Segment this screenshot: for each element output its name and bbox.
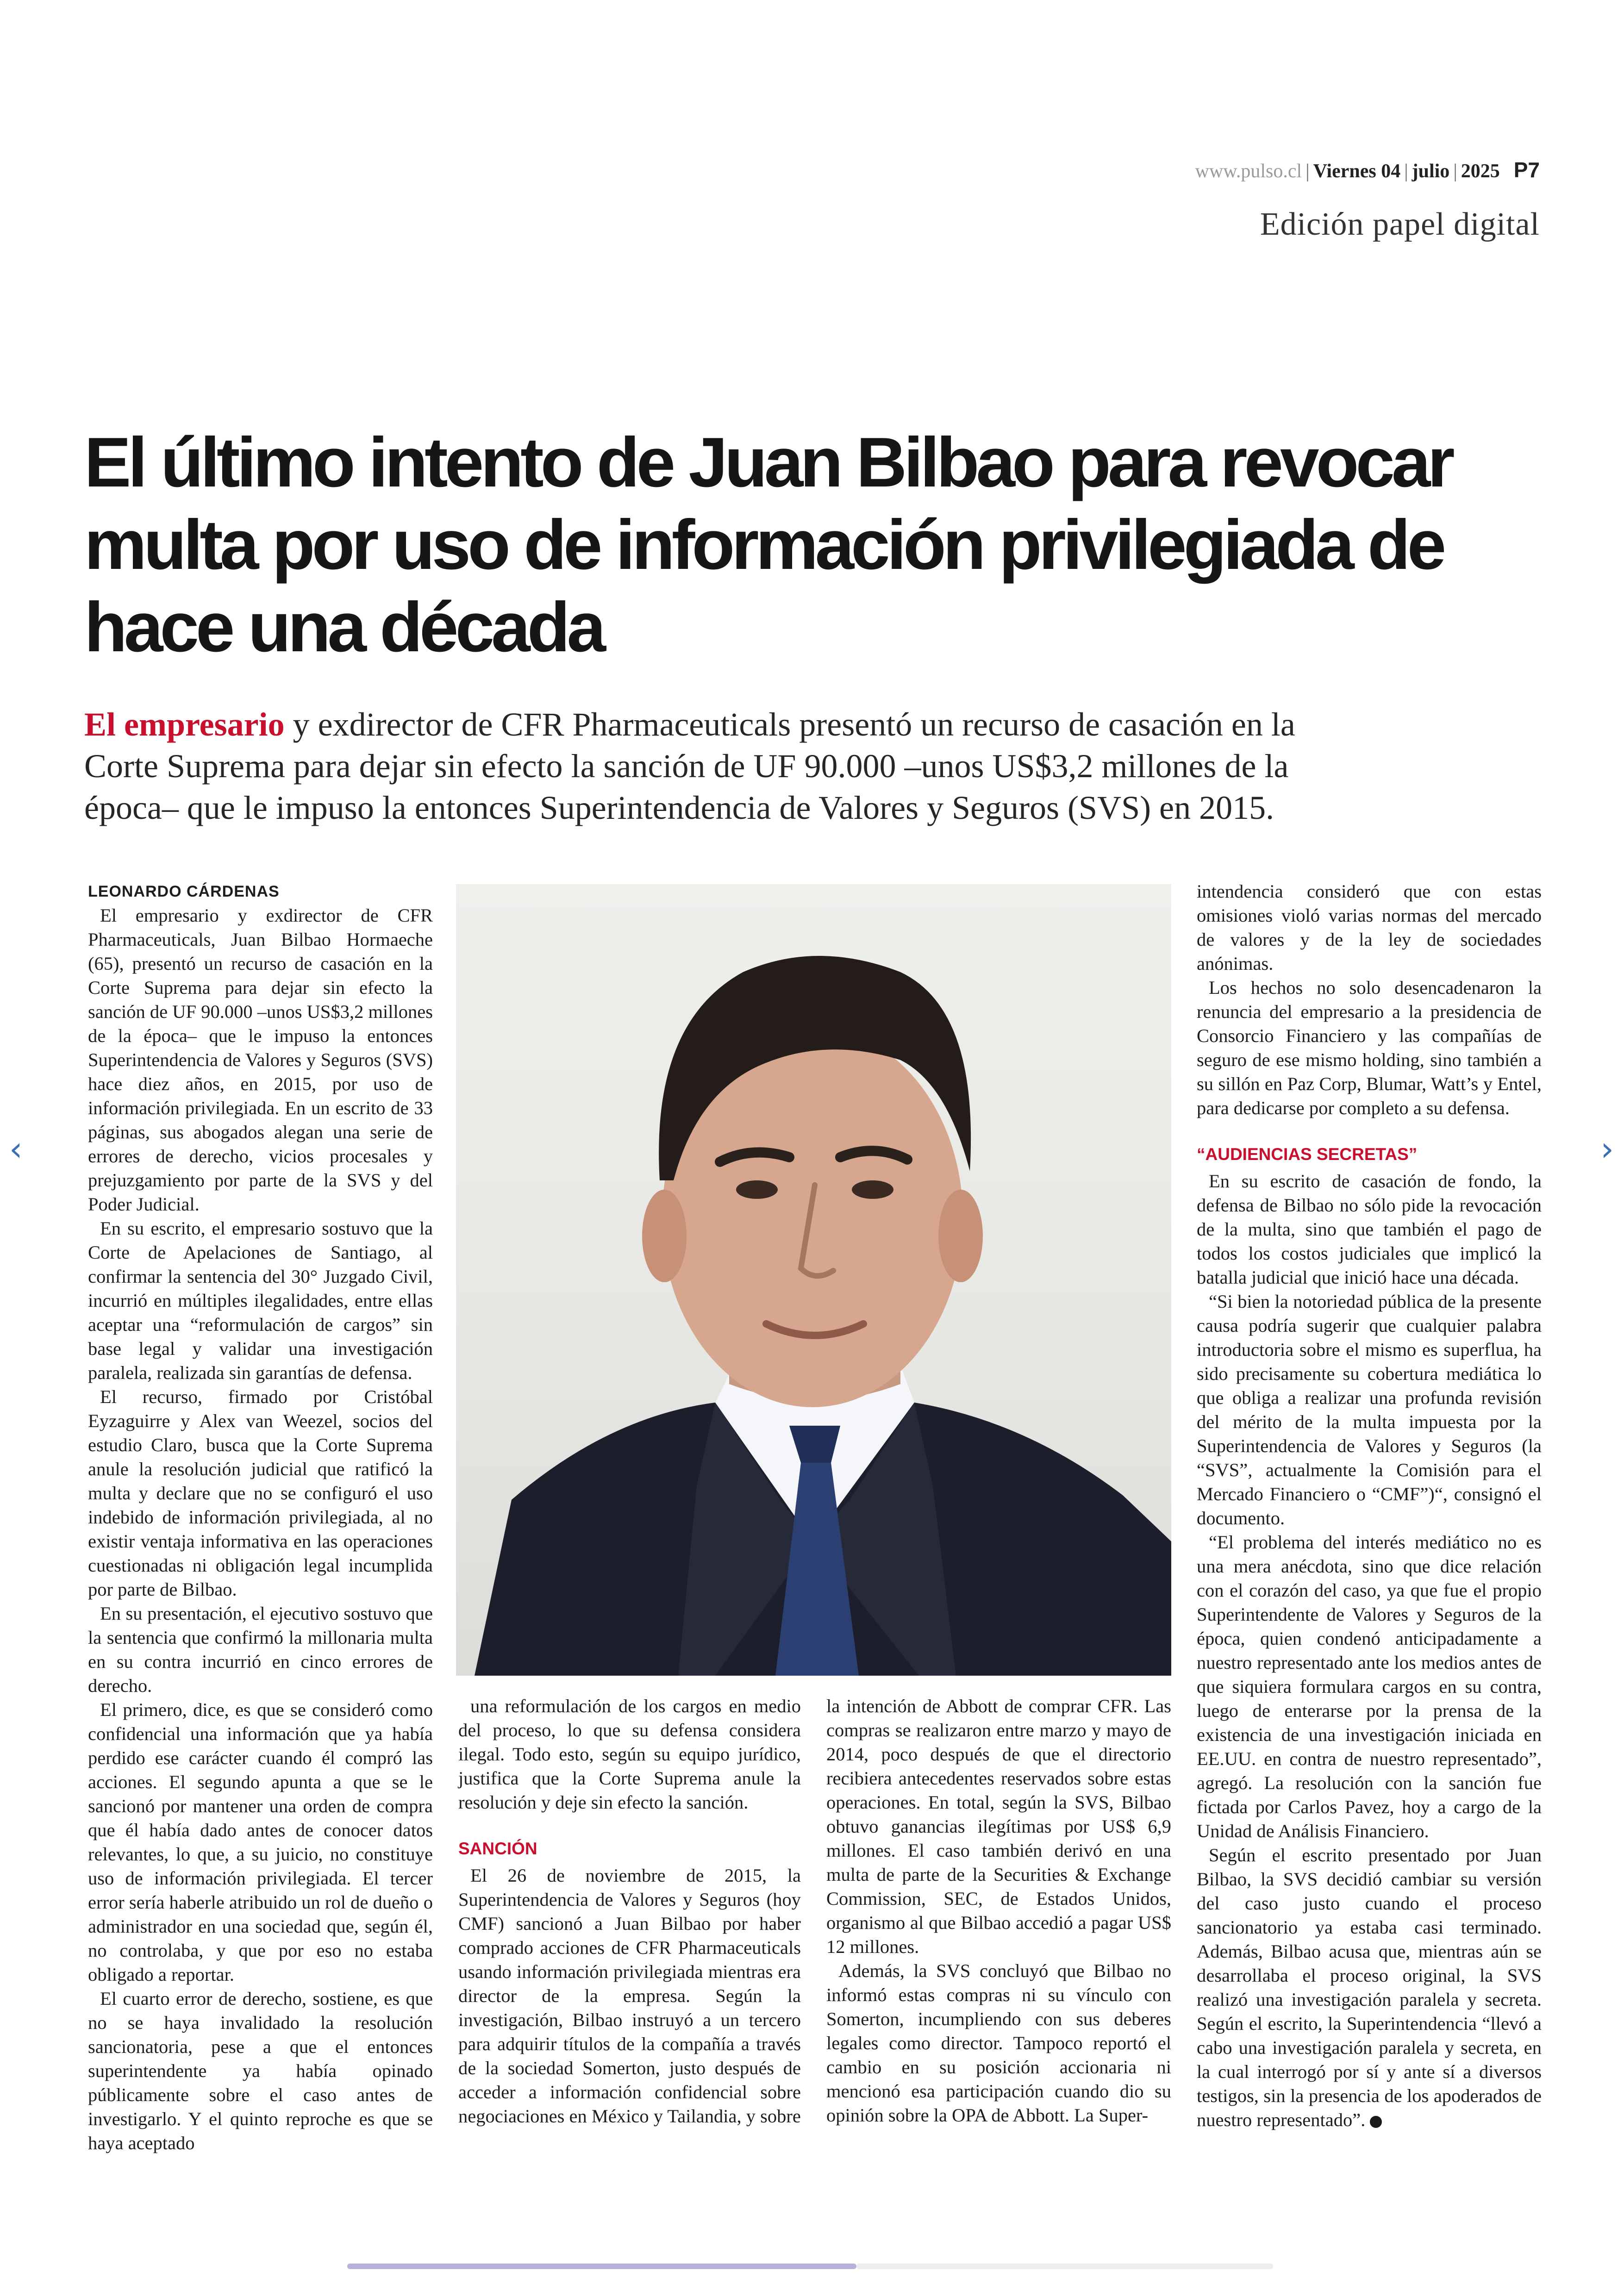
paragraph: El recurso, firmado por Cristóbal Eyzaguirre y Alex van Weezel, socios del estudio Claro, busca que la Corte Suprema anule la resolución judicial que ratificó la multa y declare que no se configuró el uso indebido de información privilegiada, al no existir ventaja informativa en las operaciones cuestionadas ni obligación legal incumplida por parte de Bilbao. — [88, 1386, 433, 1600]
issue-year: 2025 — [1461, 161, 1500, 182]
paragraph: “Si bien la notoriedad pública de la presente causa podría sugerir que cualquier palabra introductoria sobre el mismo es superflua, ha sido precisamente su cobertura mediática lo que obliga a realizar una profunda revisión del mérito de la multa impuesta por la Superintendencia de Valores y Seguros (la “SVS”, actualmente la Comisión para el Mercado Financiero o “CMF”)“, consignó el documento. — [1197, 1291, 1542, 1528]
paragraph: la intención de Abbott de comprar CFR. Las compras se realizaron entre marzo y mayo de 2014, poco después de que el directorio recibiera antecedentes reservados sobre estas operaciones. En total, según la SVS, Bilbao obtuvo ganancias ilegítimas por US$ 6,9 millones. El caso también derivó en una multa de parte de la Securities & Exchange Commission, SEC, de Estados Unidos, organismo al que Bilbao accedió a pagar US$ 12 millones. — [826, 1696, 1171, 1957]
article-column-1 — [88, 879, 433, 2155]
end-mark-icon — [1370, 2116, 1382, 2128]
site-url[interactable]: www.pulso.cl — [1195, 161, 1302, 182]
subhead-audiencias-secretas: “AUDIENCIAS SECRETAS” — [1197, 1145, 1418, 1164]
article-headline: El último intento de Juan Bilbao para revocar multa por uso de información privilegiada de hace una década — [84, 423, 1452, 667]
article-column-3 — [826, 1694, 1171, 2127]
next-page-chevron-icon[interactable]: › — [1600, 1129, 1614, 1168]
portrait-photo — [456, 884, 1171, 1676]
page-number: P7 — [1513, 158, 1540, 182]
paragraph: Los hechos no solo desencadenaron la renuncia del empresario a la presidencia de Consorcio Financiero y las compañías de seguro de ese mismo holding, sino también a su sillón en Paz Corp, Blumar, Watt’s y Entel, para dedicarse por completo a su defensa. — [1197, 977, 1542, 1118]
article-column-2 — [458, 1694, 801, 2128]
paragraph: Además, la SVS concluyó que Bilbao no informó estas compras ni su vínculo con Somerton, incumpliendo con sus deberes legales como director. Tampoco reportó el cambio en su posición accionaria ni mencionó esa participación cuando dio su opinión sobre la OPA de Abbott. La Super- — [826, 1960, 1171, 2126]
lede-text: y exdirector de CFR Pharmaceuticals presentó un recurso de casación en la Corte Suprema para dejar sin efecto la sanción de UF 90.000 –unos US$3,2 millones de la época– que le impuso la entonces Superintendencia de Valores y Seguros (SVS) en 2015. — [84, 706, 1295, 826]
portrait-illustration — [456, 884, 1171, 1676]
paragraph: En su presentación, el ejecutivo sostuvo que la sentencia que confirmó la millonaria multa en su contra incurrió en cinco errores de derecho. — [88, 1603, 433, 1696]
scroll-thumb[interactable] — [347, 2264, 856, 2269]
scroll-track[interactable] — [856, 2264, 1273, 2269]
subhead-sancion: SANCIÓN — [458, 1839, 537, 1858]
paragraph: En su escrito, el empresario sostuvo que la Corte de Apelaciones de Santiago, al confirmar la sentencia del 30° Juzgado Civil, incurrió en múltiples ilegalidades, entre ellas aceptar una “reformulación de cargos” sin base legal y validar una investigación paralela, realizada sin garantías de defensa. — [88, 1218, 433, 1383]
article-lede — [84, 704, 1311, 829]
paragraph: una reformulación de los cargos en medio del proceso, lo que su defensa considera ilegal. Todo esto, según su equipo jurídico, justifica que la Corte Suprema anule la resolución y deje sin efecto la sanción. — [458, 1696, 801, 1813]
masthead: www.pulso.cl | Viernes 04 | julio | 2025 P7 — [1195, 158, 1540, 182]
paragraph: Según el escrito presentado por Juan Bilbao, la SVS decidió cambiar su versión del caso justo cuando el proceso sancionatorio ya estaba casi terminado. Además, Bilbao acusa que, mientras aún se desarrollaba el proceso original, la SVS realizó una investigación paralela y secreta. Según el escrito, la Superintendencia “llevó a cabo una investigación paralela y secreta, en la cual interrogó por sí y ante sí a diversos testigos, sin la presencia de los apoderados de nuestro representado”. — [1197, 1845, 1542, 2130]
paragraph: “El problema del interés mediático no es una mera anécdota, sino que dice relación con el corazón del caso, ya que fue el propio Superintendente de Valores y Seguros de la época, quien condenó anticipadamente a nuestro representado ante los medios antes de que siquiera formulara cargos en su contra, luego de enterarse por la prensa de la existencia de una investigación iniciada en EE.UU. en contra de nuestro representado”, agregó. La resolución con la sanción fue fictada por Carlos Pavez, hoy a cargo de la Unidad de Análisis Financiero. — [1197, 1532, 1542, 1841]
paragraph: El cuarto error de derecho, sostiene, es que no se haya invalidado la resolución sancionatoria, pese a que el entonces superintendente ya había opinado públicamente sobre el caso antes de investigarlo. Y el quinto reproche es que se haya aceptado — [88, 1988, 433, 2153]
paragraph: intendencia consideró que con estas omisiones violó varias normas del mercado de valores y de la ley de sociedades anónimas. — [1197, 881, 1542, 974]
lede-accent: El empresario — [84, 706, 285, 743]
paragraph: El empresario y exdirector de CFR Pharmaceuticals, Juan Bilbao Hormaeche (65), presentó un recurso de casación en la Corte Suprema para dejar sin efecto la sanción de UF 90.000 –unos US$3,2 millones de la época– que le impuso la entonces Superintendencia de Valores y Seguros (SVS) hace diez años, en 2015, por uso de información privilegiada. En un escrito de 33 páginas, sus abogados alegan una serie de errores de derecho, vicios procesales y prejuzgamiento por parte de la SVS y del Poder Judicial. — [88, 905, 433, 1215]
paragraph: El primero, dice, es que se consideró como confidencial una información que ya había perdido ese carácter cuando él compró las acciones. El segundo apunta a que se le sancionó por mantener una orden de compra que él había dado antes de conocer datos relevantes, lo que, a su juicio, no constituye uso de información privilegiada. El tercer error sería haberle atribuido un rol de dueño o administrador en una sociedad que, según él, no controlaba, y que por eso no estaba obligado a reportar. — [88, 1699, 433, 1985]
paragraph: En su escrito de casación de fondo, la defensa de Bilbao no sólo pide la revocación de la multa, sino que también el pago de todos los costos judiciales que implicó la batalla judicial que inició hace una década. — [1197, 1171, 1542, 1288]
edition-label: Edición papel digital — [1260, 206, 1540, 242]
issue-day: Viernes 04 — [1313, 161, 1401, 182]
issue-month: julio — [1412, 161, 1450, 182]
byline: LEONARDO CÁRDENAS — [88, 883, 280, 900]
paragraph: El 26 de noviembre de 2015, la Superintendencia de Valores y Seguros (hoy CMF) sancionó a Juan Bilbao por haber comprado acciones de CFR Pharmaceuticals usando información privilegiada mientras era director de la empresa. Según la investigación, Bilbao instruyó a un tercero para adquirir títulos de la compañía a través de la sociedad Somerton, justo después de acceder a información confidencial sobre negociaciones en México y Tailandia, y sobre — [458, 1865, 801, 2127]
prev-page-chevron-icon[interactable]: ‹ — [9, 1129, 23, 1168]
article-column-4 — [1197, 879, 1542, 2132]
